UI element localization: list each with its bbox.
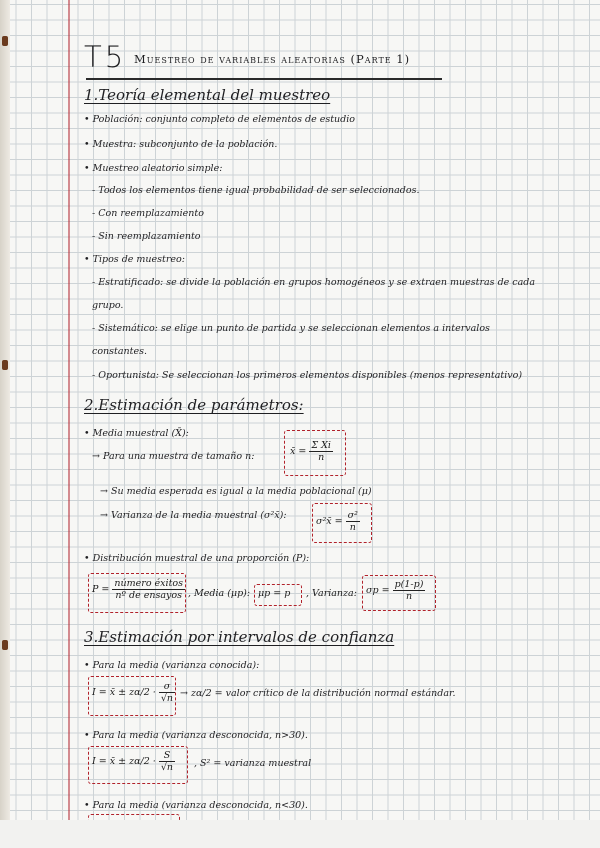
page-edge	[0, 0, 10, 848]
section1-heading-text: 1.Teoría elemental del muestreo	[84, 86, 331, 104]
list-item: - Sin reemplazamiento	[92, 231, 201, 242]
title-underline	[86, 78, 442, 80]
list-item: - Sistemático: se elige un punto de partida y se seleccionan elementos a intervalos	[92, 323, 490, 334]
binder-hole	[2, 640, 8, 650]
formula-mean-variance	[316, 510, 360, 533]
list-item: constantes.	[92, 346, 147, 357]
formula-lhs: I = x̄ ± zα/2 ·	[92, 756, 156, 767]
formula-numerator: Σ Xi	[311, 440, 331, 451]
formula-numerator: p(1-p)	[394, 579, 424, 590]
media-label: , Media (μp):	[188, 588, 251, 599]
list-item: • Media muestral (X̄):	[84, 428, 189, 439]
formula-lhs: P =	[92, 584, 110, 595]
page-bottom-edge	[0, 820, 600, 848]
binder-hole	[2, 360, 8, 370]
formula-lhs: I = x̄ ± zα/2 ·	[92, 687, 156, 698]
section2-heading	[84, 396, 304, 414]
section3-heading-text: 3.Estimación por intervalos de confianza	[84, 628, 395, 646]
section3-heading	[84, 628, 394, 646]
formula-sigma-p	[366, 579, 425, 602]
list-item: - Estratificado: se divide la población en grupos homogéneos y se extraen muestras de cada	[92, 277, 536, 288]
list-item: - Oportunista: Se seleccionan los primeros elementos disponibles (menos representativo)	[92, 370, 523, 381]
section2-heading-text: 2.Estimación de parámetros:	[84, 396, 304, 414]
formula-denominator: n	[318, 452, 325, 463]
list-item: • Para la media (varianza desconocida, n<30).	[84, 800, 308, 811]
list-item: - Todos los elementos tiene igual probabilidad de ser seleccionados.	[92, 185, 420, 196]
title-code: T5	[84, 40, 127, 74]
list-item: → Varianza de la media muestral (σ²x̄):	[100, 510, 287, 521]
formula-proportion	[92, 578, 185, 601]
formula-numerator: S	[159, 750, 175, 762]
varianza-label: , Varianza:	[306, 588, 357, 599]
binder-hole	[2, 36, 8, 46]
list-item: , S² = varianza muestral	[194, 758, 312, 769]
formula-interval-unknown	[92, 750, 175, 773]
title-text: Muestreo de variables aleatorias (Parte 1)	[134, 52, 411, 66]
margin-line	[68, 0, 70, 848]
list-item: → Su media esperada es igual a la media poblacional (μ)	[100, 486, 372, 497]
formula-numerator: σ²	[347, 510, 358, 521]
list-item: • Para la media (varianza conocida):	[84, 660, 260, 671]
list-item: - Con reemplazamiento	[92, 208, 204, 219]
formula-interval-known	[92, 681, 175, 704]
formula-lhs: σp =	[366, 585, 390, 596]
list-item: • Tipos de muestreo:	[84, 254, 185, 265]
formula-numerator: número éxitos	[114, 578, 183, 589]
list-item: • Distribución muestral de una proporción (P):	[84, 553, 310, 564]
section1-heading	[84, 86, 330, 104]
formula-denominator: n	[405, 591, 413, 602]
formula-numerator: σ	[159, 681, 175, 693]
list-item: → Para una muestra de tamaño n:	[92, 451, 255, 462]
list-item: • Muestreo aleatorio simple:	[84, 163, 223, 174]
list-item: grupo.	[92, 300, 124, 311]
list-item: • Población: conjunto completo de elementos de estudio	[84, 114, 355, 125]
formula-denominator: nº de ensayos	[115, 590, 182, 601]
list-item: • Para la media (varianza desconocida, n>30).	[84, 730, 308, 741]
formula-sample-mean	[290, 440, 333, 463]
formula-denominator: √n	[160, 693, 174, 704]
formula-lhs: σ²x̄ =	[316, 516, 343, 527]
list-item: • Muestra: subconjunto de la población.	[84, 139, 278, 150]
formula-lhs: x̄ =	[290, 446, 307, 457]
list-item: → zα/2 = valor crítico de la distribución normal estándar.	[180, 688, 456, 699]
formula-denominator: √n	[160, 762, 174, 773]
formula-media-p: μp = p	[258, 588, 291, 599]
formula-denominator: n	[349, 522, 356, 533]
